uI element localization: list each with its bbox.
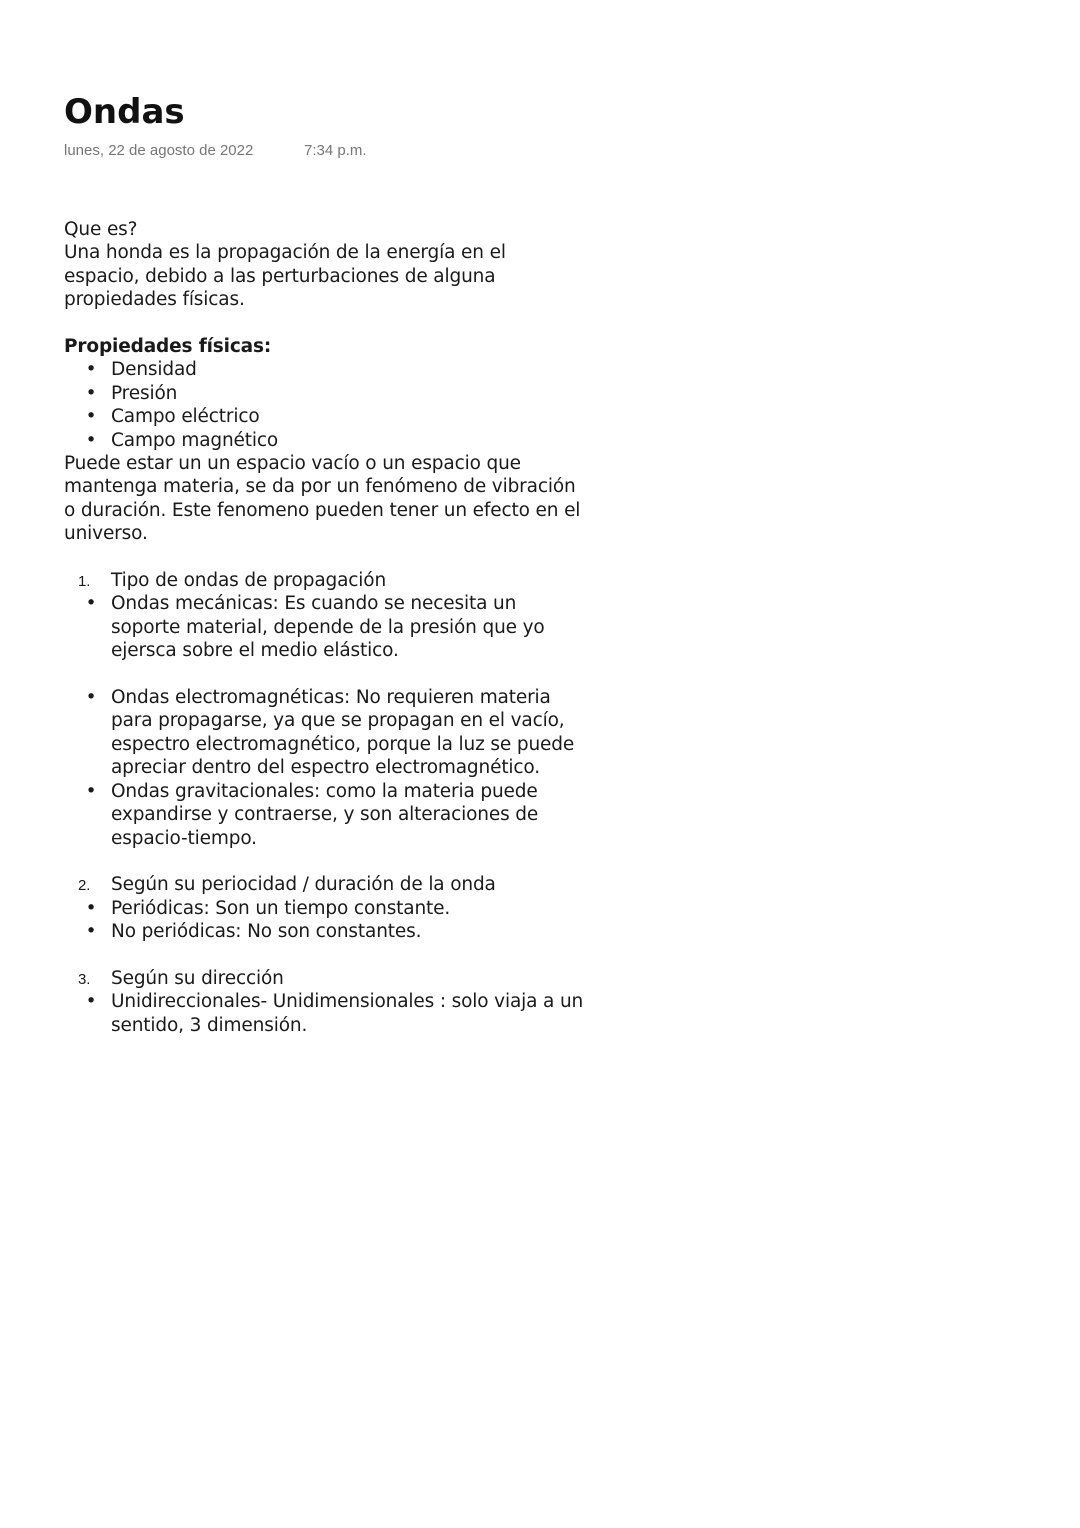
numbered-heading [64, 569, 664, 592]
section-heading: Según su dirección [111, 967, 284, 989]
spacer [64, 546, 664, 569]
description-line: mantenga materia, se da por un fenómeno de vibración [64, 476, 576, 498]
list-item-text: No periódicas: No son constantes. [111, 921, 422, 943]
bullet-icon: • [85, 991, 97, 1013]
spacer [64, 663, 664, 686]
list-item-line: sentido, 3 dimensión. [111, 1014, 308, 1036]
list-item [64, 405, 664, 428]
note-date: lunes, 22 de agosto de 2022 [64, 142, 254, 159]
list-item-text: Campo eléctrico [111, 406, 260, 428]
list-item-line: apreciar dentro del espectro electromagnético. [111, 757, 541, 779]
bullet-icon: • [85, 593, 97, 615]
section-heading: Tipo de ondas de propagación [111, 570, 387, 592]
properties-list [64, 358, 664, 452]
list-item [64, 990, 664, 1037]
list-item-text: Campo magnético [111, 429, 279, 451]
description-line: universo. [64, 523, 148, 545]
properties-heading: Propiedades físicas: [64, 336, 272, 358]
spacer [64, 944, 664, 967]
spacer [64, 312, 664, 335]
list-item [64, 358, 664, 381]
bullet-icon: • [85, 897, 97, 919]
intro-line: espacio, debido a las perturbaciones de alguna [64, 265, 496, 287]
description-line: Puede estar un un espacio vacío o un espacio que [64, 453, 521, 475]
list-item-line: expandirse y contraerse, y son alteraciones de [111, 804, 539, 826]
bullet-icon: • [85, 687, 97, 709]
note-metadata [64, 140, 664, 162]
intro-line: Una honda es la propagación de la energía en el [64, 242, 506, 264]
list-item-text: Periódicas: Son un tiempo constante. [111, 897, 451, 919]
list-item-text: Densidad [111, 359, 197, 381]
list-number: 1. [78, 573, 91, 591]
intro-question: Que es? [64, 219, 138, 240]
list-item-line: ejersca sobre el medio elástico. [111, 640, 399, 662]
list-item [64, 686, 664, 780]
numbered-heading [64, 873, 664, 896]
list-item [64, 897, 664, 920]
list-item [64, 780, 664, 850]
list-item-line: Ondas electromagnéticas: No requieren materia [111, 687, 551, 709]
list-item-line: Ondas gravitacionales: como la materia puede [111, 780, 538, 802]
list-item-line: para propagarse, ya que se propagan en el vacío, [111, 710, 565, 732]
list-item-line: soporte material, depende de la presión que yo [111, 616, 545, 638]
note-body [64, 218, 664, 1037]
list-item [64, 429, 664, 452]
list-number: 3. [78, 970, 91, 988]
list-item-line: Unidireccionales- Unidimensionales : solo viaja a un [111, 991, 584, 1013]
spacer [64, 850, 664, 873]
page-title: Ondas [64, 92, 185, 132]
description-line: o duración. Este fenomeno pueden tener un efecto en el [64, 499, 581, 521]
bullet-icon: • [85, 406, 97, 428]
list-item-line: espectro electromagnético, porque la luz se puede [111, 733, 575, 755]
bullet-icon: • [85, 921, 97, 943]
list-number: 2. [78, 877, 91, 895]
list-item-line: espacio-tiempo. [111, 827, 257, 849]
intro-line: propiedades físicas. [64, 289, 245, 311]
bullet-icon: • [85, 429, 97, 451]
bullet-icon: • [85, 780, 97, 802]
section-heading: Según su periocidad / duración de la onda [111, 874, 496, 896]
list-item [64, 592, 664, 662]
note-time: 7:34 p.m. [304, 142, 367, 159]
numbered-heading [64, 967, 664, 990]
note-page [64, 90, 664, 1036]
bullet-icon: • [85, 382, 97, 404]
list-item-text: Presión [111, 382, 178, 404]
list-item [64, 382, 664, 405]
list-item-line: Ondas mecánicas: Es cuando se necesita un [111, 593, 517, 615]
bullet-icon: • [85, 359, 97, 381]
list-item [64, 920, 664, 943]
